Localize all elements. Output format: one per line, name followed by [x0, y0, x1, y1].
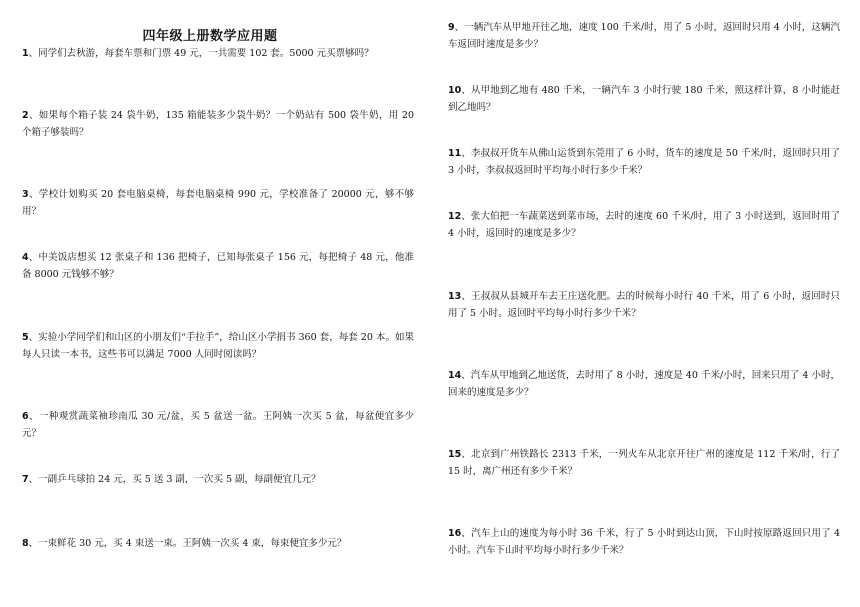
question-13	[448, 288, 840, 322]
question-text: 、从甲地到乙地有 480 千米，一辆汽车 3 小时行驶 180 千米，照这样计算，8 小时能赶到乙地吗？	[448, 85, 840, 113]
question-text: 、一束鲜花 30 元，买 4 束送一束。王阿姨一次买 4 束，每束便宜多少元？	[28, 538, 347, 549]
question-6	[22, 408, 414, 442]
question-number: 15	[448, 449, 462, 460]
question-11	[448, 145, 840, 179]
question-number: 2	[22, 110, 29, 121]
question-14	[448, 367, 840, 401]
question-5	[22, 329, 414, 363]
question-7	[22, 471, 414, 488]
question-text: 、如果每个箱子装 24 袋牛奶，135 箱能装多少袋牛奶？一个奶站有 500 袋牛奶，用 20 个箱子够装吗？	[22, 110, 414, 138]
question-1	[22, 45, 414, 62]
question-15	[448, 446, 840, 480]
question-number: 5	[22, 332, 29, 343]
question-16	[448, 525, 840, 559]
question-12	[448, 208, 840, 242]
question-text: 、汽车从甲地到乙地送货，去时用了 8 小时，速度是 40 千米/小时，回来只用了 4 小时，回来的速度是多少？	[448, 370, 840, 398]
question-number: 14	[448, 370, 462, 381]
question-number: 12	[448, 211, 462, 222]
question-text: 、实验小学同学们和山区的小朋友们“手拉手”，给山区小学捐书 360 套，每套 20 本。如果每人只读一本书，这些书可以满足 7000 人同时阅读吗？	[22, 332, 414, 360]
page-title: 四年级上册数学应用题	[142, 29, 278, 44]
question-2	[22, 107, 414, 141]
question-text: 、王叔叔从县城开车去王庄送化肥。去的时候每小时行 40 千米，用了 6 小时，返回时只用了 5 小时。返回时平均每小时行多少千米？	[448, 291, 840, 319]
question-text: 、汽车上山的速度为每小时 36 千米，行了 5 小时到达山顶，下山时按原路返回只用了 4 小时。汽车下山时平均每小时行多少千米？	[448, 528, 840, 556]
question-8	[22, 535, 414, 552]
question-number: 1	[22, 48, 29, 59]
question-9	[448, 19, 840, 53]
question-number: 8	[22, 538, 29, 549]
question-text: 、李叔叔开货车从佛山运货到东莞用了 6 小时，货车的速度是 50 千米/时，返回时只用了 3 小时，李叔叔返回时平均每小时行多少千米？	[448, 148, 840, 176]
question-text: 、中美饭店想买 12 张桌子和 136 把椅子，已知每张桌子 156 元，每把椅子 48 元，他准备 8000 元钱够不够？	[22, 252, 414, 280]
question-4	[22, 249, 414, 283]
question-text: 、一种观赏蔬菜袖珍南瓜 30 元/盆，买 5 盆送一盆。王阿姨一次买 5 盆，每盆便宜多少元？	[22, 411, 414, 439]
question-text: 、张大伯把一车蔬菜送到菜市场，去时的速度 60 千米/时，用了 3 小时送到，返回时用了 4 小时，返回时的速度是多少？	[448, 211, 840, 239]
question-number: 9	[448, 22, 455, 33]
question-3	[22, 186, 414, 220]
question-text: 、北京到广州铁路长 2313 千米，一列火车从北京开往广州的速度是 112 千米/时，行了 15 时，离广州还有多少千米？	[448, 449, 840, 477]
question-number: 3	[22, 189, 29, 200]
question-text: 、学校计划购买 20 套电脑桌椅，每套电脑桌椅 990 元，学校准备了 20000 元，够不够用？	[22, 189, 414, 217]
question-text: 、同学们去秋游，每套车票和门票 49 元，一共需要 102 套。5000 元买票够吗？	[28, 48, 374, 59]
question-number: 13	[448, 291, 462, 302]
question-number: 16	[448, 528, 462, 539]
question-number: 4	[22, 252, 29, 263]
question-text: 、一辆汽车从甲地开往乙地，速度 100 千米/时，用了 5 小时，返回时只用 4 小时，这辆汽车返回时速度是多少？	[448, 22, 840, 50]
question-number: 6	[22, 411, 29, 422]
question-number: 7	[22, 474, 29, 485]
question-10	[448, 82, 840, 116]
question-number: 11	[448, 148, 462, 159]
question-text: 、一副乒乓球拍 24 元，买 5 送 3 副，一次买 5 副，每副便宜几元？	[28, 474, 321, 485]
question-number: 10	[448, 85, 462, 96]
